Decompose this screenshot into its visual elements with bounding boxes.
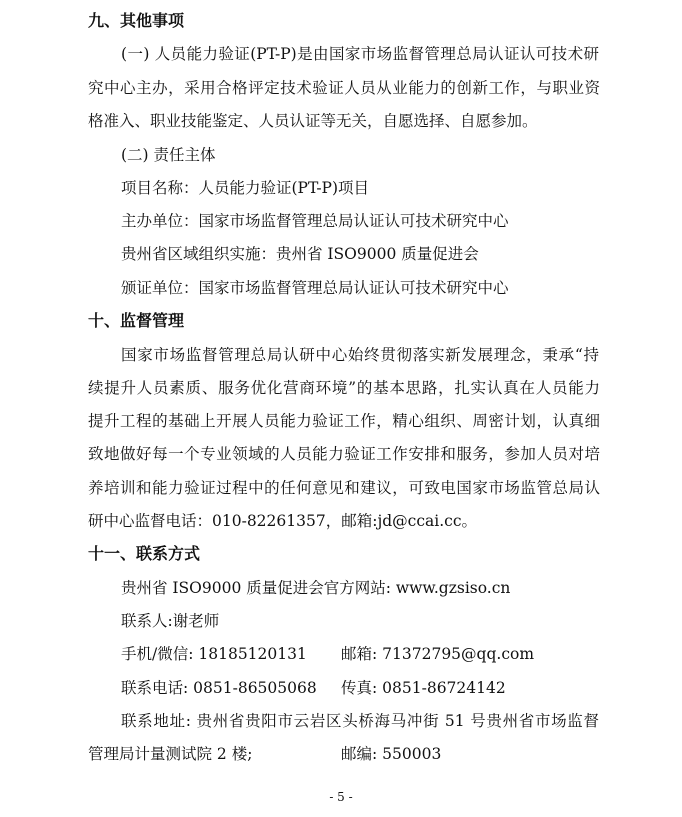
project-name-item: 项目名称：人员能力验证(PT-P)项目 [121,179,370,197]
section-10-para-line-3: 提升工程的基础上开展人员能力验证工作，精心组织、周密计划，认真细 [88,412,600,430]
section-10-para-line-4: 致地做好每一个专业领域的人员能力验证工作安排和服务，参加人员对培 [88,445,600,463]
page-number: - 5 - [329,790,353,804]
section-10-heading: 十、监督管理 [88,311,185,330]
website-line: 贵州省 ISO9000 质量促进会官方网站: www.gzsiso.cn [121,579,511,597]
address-line-1: 联系地址: 贵州省贵阳市云岩区头桥海马冲街 51 号贵州省市场监督 [121,712,599,730]
section-9-heading: 九、其他事项 [88,11,185,30]
section-10-para-line-6: 研中心监督电话：010-82261357，邮箱:jd@ccai.cc。 [88,512,478,530]
fax: 传真: 0851-86724142 [341,679,506,697]
contact-person-line: 联系人:谢老师 [121,612,220,630]
section-9-para-line-3: 格准入、职业技能鉴定、人员认证等无关，自愿选择、自愿参加。 [88,112,538,130]
section-9-subheading: (二) 责任主体 [121,146,216,164]
section-9-para-line-2: 究中心主办，采用合格评定技术验证人员从业能力的创新工作，与职业资 [88,79,600,97]
regional-implementer-item: 贵州省区域组织实施：贵州省 ISO9000 质量促进会 [121,245,479,263]
section-10-para-line-5: 养培训和能力验证过程中的任何意见和建议，可致电国家市场监管总局认 [88,479,600,497]
postcode: 邮编: 550003 [341,745,442,763]
section-9-para-line-1: (一) 人员能力验证(PT-P)是由国家市场监督管理总局认证认可技术研 [121,45,599,63]
organizer-item: 主办单位：国家市场监督管理总局认证认可技术研究中心 [121,212,509,230]
address-line-2: 管理局计量测试院 2 楼; [88,745,253,763]
section-11-heading: 十一、联系方式 [88,544,201,563]
section-10-para-line-2: 续提升人员素质、服务优化营商环境”的基本思路，扎实认真在人员能力 [88,379,600,397]
contact-phone: 联系电话: 0851-86505068 [121,679,317,697]
email: 邮箱: 71372795@qq.com [341,645,535,663]
certificate-issuer-item: 颁证单位：国家市场监督管理总局认证认可技术研究中心 [121,279,509,297]
section-10-para-line-1: 国家市场监督管理总局认研中心始终贯彻落实新发展理念，秉承“持 [121,346,599,364]
mobile-wechat: 手机/微信: 18185120131 [121,645,307,663]
